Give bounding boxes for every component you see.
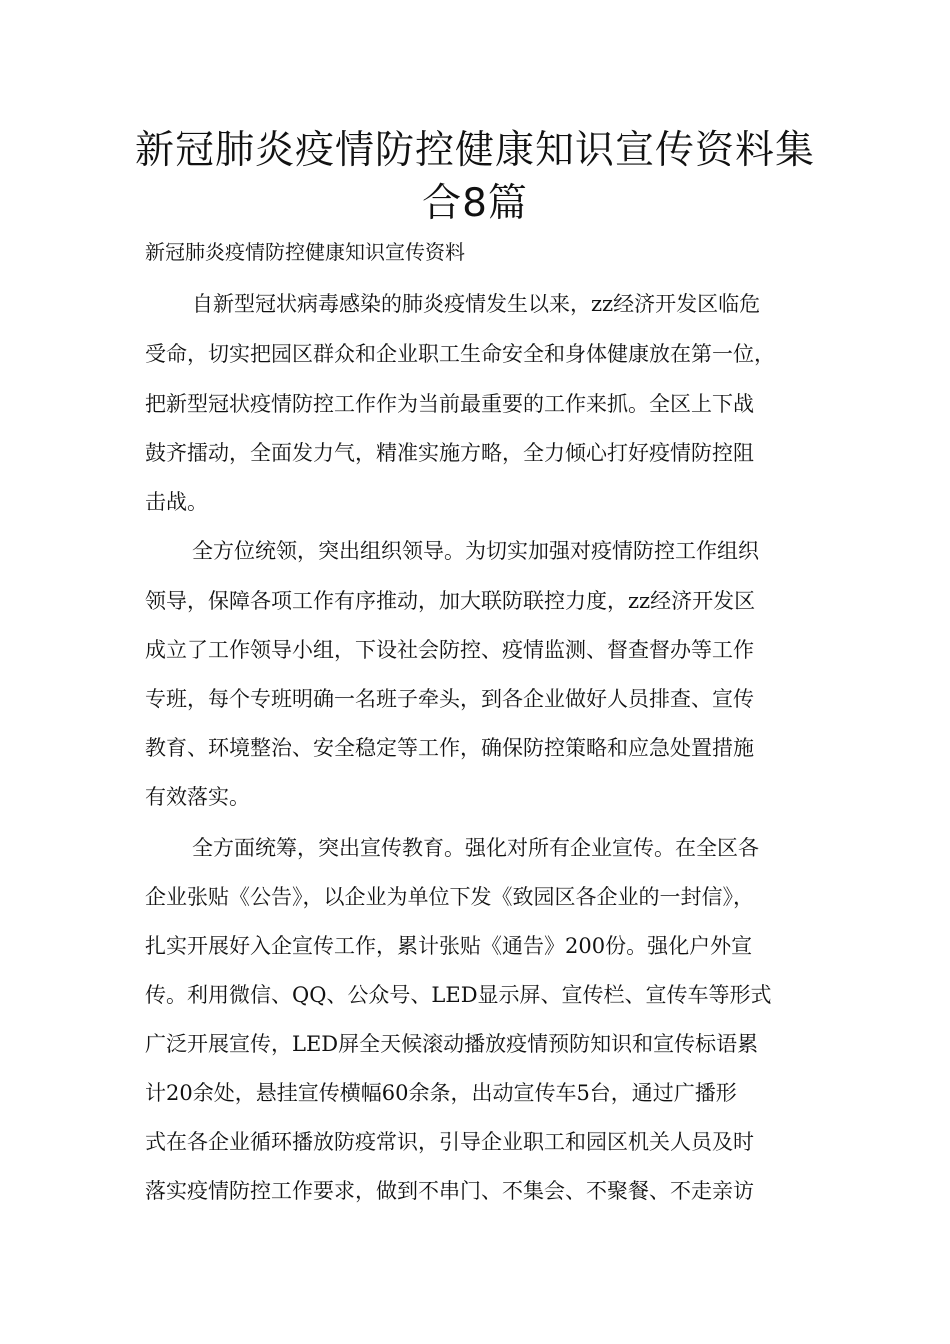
title-line-2: 合8篇: [422, 181, 528, 226]
paragraph-3-line-3: 扎实开展好入企宣传工作，累计张贴《通告》200份。强化户外宣: [145, 934, 753, 958]
document-title: [120, 124, 830, 230]
document-subtitle: 新冠肺炎疫情防控健康知识宣传资料: [145, 240, 465, 264]
paragraph-1-line-1: 自新型冠状病毒感染的肺炎疫情发生以来，zz经济开发区临危: [192, 292, 761, 316]
paragraph-3-line-6: 计20余处，悬挂宣传横幅60余条，出动宣传车5台，通过广播形: [145, 1081, 737, 1105]
paragraph-2-line-5: 教育、环境整治、安全稳定等工作，确保防控策略和应急处置措施: [145, 736, 754, 760]
paragraph-2-line-1: 全方位统领，突出组织领导。为切实加强对疫情防控工作组织: [192, 539, 759, 563]
paragraph-1-line-4: 鼓齐擂动，全面发力气，精准实施方略，全力倾心打好疫情防控阻: [145, 441, 754, 465]
paragraph-3-line-7: 式在各企业循环播放防疫常识，引导企业职工和园区机关人员及时: [145, 1130, 754, 1154]
paragraph-3-line-1: 全方面统筹，突出宣传教育。强化对所有企业宣传。在全区各: [192, 836, 759, 860]
paragraph-3-line-8: 落实疫情防控工作要求，做到不串门、不集会、不聚餐、不走亲访: [145, 1179, 754, 1203]
paragraph-1-line-3: 把新型冠状疫情防控工作作为当前最重要的工作来抓。全区上下战: [145, 392, 754, 416]
paragraph-1-line-2: 受命，切实把园区群众和企业职工生命安全和身体健康放在第一位，: [145, 342, 775, 366]
title-line-1: 新冠肺炎疫情防控健康知识宣传资料集: [134, 128, 815, 173]
paragraph-1-line-5: 击战。: [145, 490, 208, 514]
paragraph-3-line-4: 传。利用微信、QQ、公众号、LED显示屏、宣传栏、宣传车等形式: [145, 983, 772, 1007]
paragraph-2-line-4: 专班，每个专班明确一名班子牵头，到各企业做好人员排查、宣传: [145, 687, 754, 711]
paragraph-2-line-3: 成立了工作领导小组，下设社会防控、疫情监测、督查督办等工作: [145, 638, 754, 662]
paragraph-3-line-5: 广泛开展宣传，LED屏全天候滚动播放疫情预防知识和宣传标语累: [145, 1032, 759, 1056]
paragraph-2-line-2: 领导，保障各项工作有序推动，加大联防联控力度，zz经济开发区: [145, 589, 756, 613]
paragraph-3-line-2: 企业张贴《公告》，以企业为单位下发《致园区各企业的一封信》，: [145, 885, 754, 909]
paragraph-2-line-6: 有效落实。: [145, 785, 250, 809]
